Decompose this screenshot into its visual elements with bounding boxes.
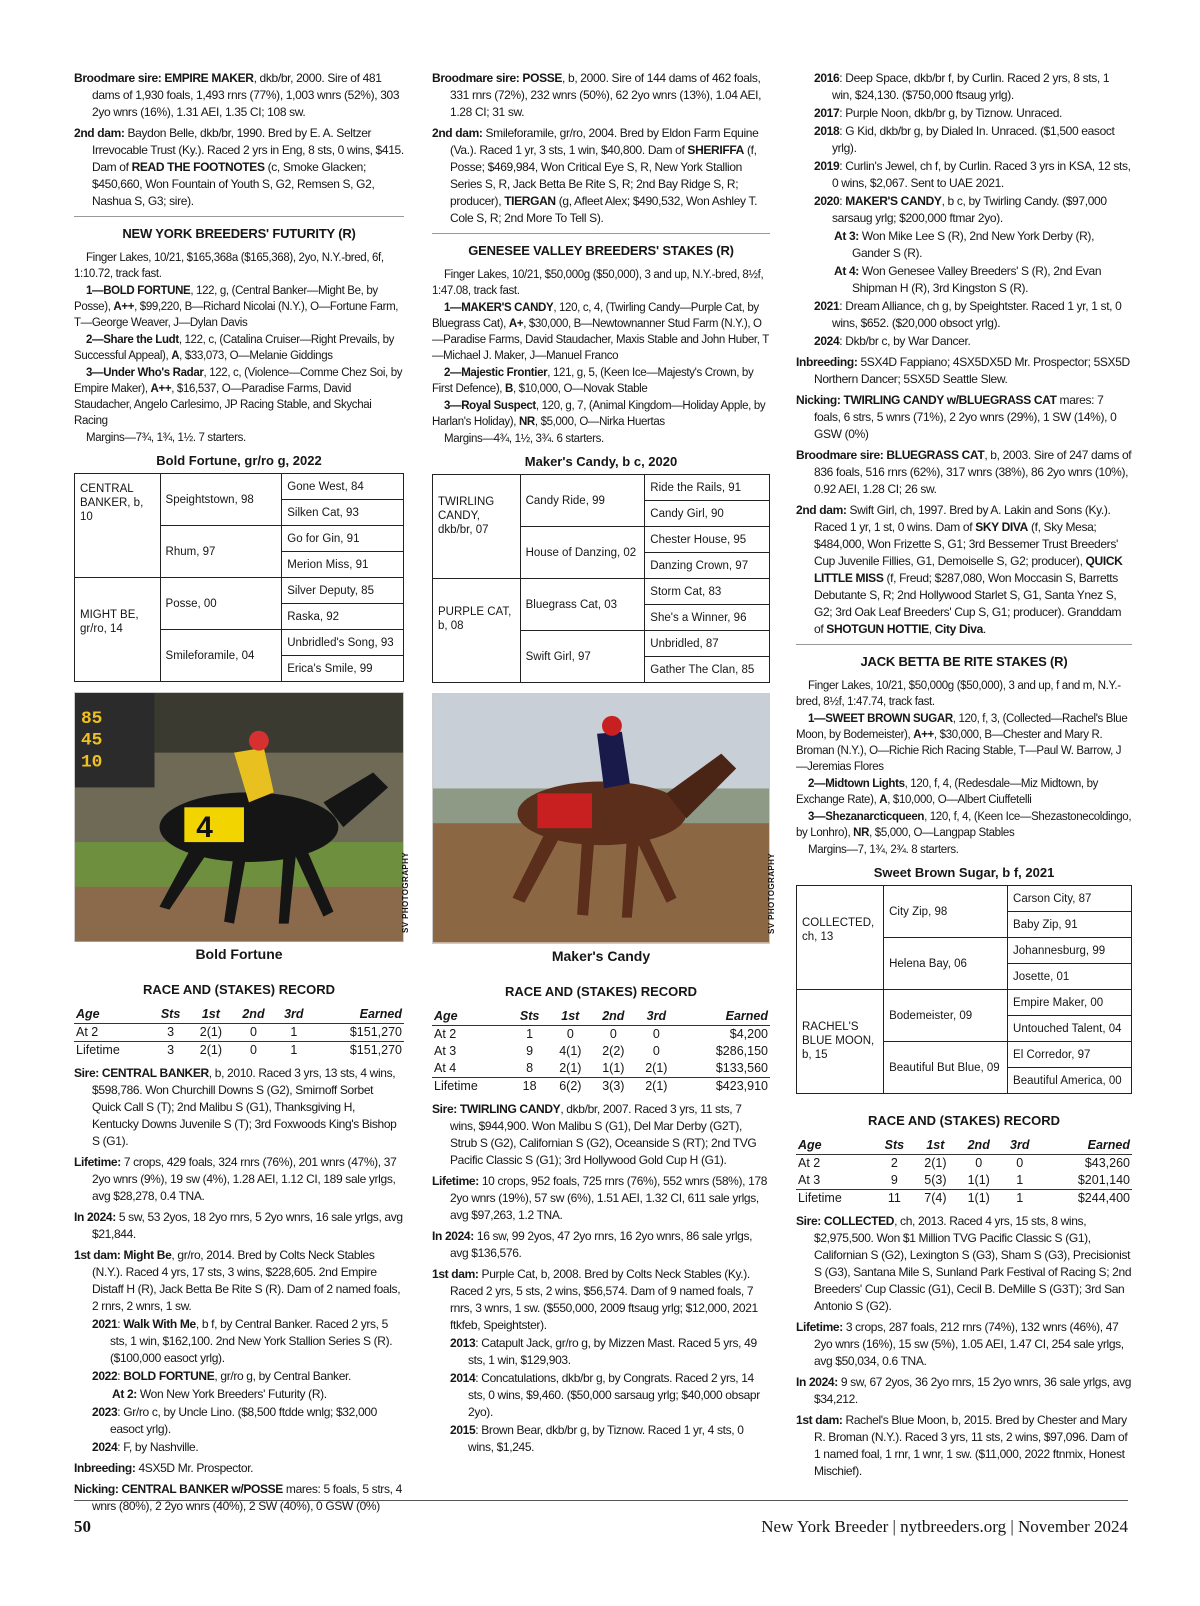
race-record-table: Age Sts 1st 2nd 3rd Earned At 2 3 2(1) 0 1 $151,270 Lifetime 3 2(1) 0 1 $151,270 <box>76 1007 402 1058</box>
racehorse-photo <box>75 693 403 941</box>
race-record-table: Age Sts 1st 2nd 3rd Earned At 2 1 0 0 0 $4,200 At 3 9 4(1) 2(2) 0 $286,150 At 4 8 2(1) 1(1) 2(1) $133,560 Lifetime 18 6(2) 3(3) 2(1) $423,910 <box>434 1008 768 1093</box>
pedigree-title: Sweet Brown Sugar, b f, 2021 <box>873 865 1055 880</box>
sire-para: Sire: TWIRLING CANDY, dkb/br, 2007. Raced 3 yrs, 11 sts, 7 wins, $944,900. Won Malibu S (G1), Del Mar Derby (G2T), Strub S (G2), Californian S (G2), Oceanside S (RT); 2nd TVG Pacific Classic S (G1); 3rd Hollywood Gold Cup H (G1). <box>432 1101 757 1167</box>
race-record-table: Age Sts 1st 2nd 3rd Earned At 2 2 2(1) 0 0 $43,260 At 3 9 5(3) 1(1) 1 $201,140 Lifetime 11 7(4) 1(1) 1 $244,400 <box>798 1138 1130 1205</box>
record-title: RACE AND (STAKES) RECORD <box>142 982 336 998</box>
svg-text:45: 45 <box>80 730 103 751</box>
photo-caption: Bold Fortune <box>195 946 283 963</box>
nicking-para: Nicking: CENTRAL BANKER w/POSSE mares: 5 foals, 5 strs, 4 wnrs (80%), 2 2yo wnrs (40%), 2 SW (40%), 0 GSW (0%) <box>74 1482 402 1514</box>
first-dam-para: 1st dam: Rachel's Blue Moon, b, 2015. Bred by Chester and Mary R. Broman (N.Y.). Raced 3 yrs, 11 sts, 2 wins, $97,096. Dam of 1 named foal, 1 rnr, 1 wnr, 1 sw. ($11,000, 2022 ftnmix, Honest Mischief). <box>796 1413 1128 1478</box>
pedigree-title: Bold Fortune, gr/ro g, 2022 <box>156 453 322 468</box>
pedigree-table: COLLECTED, ch, 13 City Zip, 98 Carson City, 87 Baby Zip, 91 Helena Bay, 06 Johannesburg, 99 Josette, 01 RACHEL'S BLUE MOON, b, 15 Bodemeister, 09 Empire Maker, 00 Untouched Talent, 04 Beautiful But Blue, 09 El Corredor, 97 Beautiful America, 00 <box>796 885 1132 1094</box>
broodmare-sire-para: Broodmare sire: EMPIRE MAKER, dkb/br, 2000. Sire of 481 dams of 1,930 foals, 1,493 rnrs (77%), 1,003 wnrs (52%), 303 2yo wnrs (16%), 1.31 AEI, 1.35 CI; 108 sw. <box>74 71 400 119</box>
svg-text:85: 85 <box>80 708 103 729</box>
svg-text:10: 10 <box>80 752 103 773</box>
svg-text:4: 4 <box>196 811 213 845</box>
record-lifetime-row: Lifetime 18 6(2) 3(3) 2(1) $423,910 <box>434 1078 768 1093</box>
foal-2020-at-4: At 4: Won Genesee Valley Breeders' S (R), 2nd Evan Shipman H (R), 3rd Kingston S (R). <box>834 264 1102 295</box>
race-heading: GENESEE VALLEY BREEDERS' STAKES (R) <box>468 243 734 258</box>
in-2024-para: In 2024: 5 sw, 53 2yos, 18 2yo rnrs, 5 2yo wnrs, 16 sale yrlgs, avg $21,844. <box>74 1210 403 1242</box>
photo-caption: Maker's Candy <box>551 947 651 964</box>
foal-2015: 2015: Brown Bear, dkb/br g, by Tiznow. Raced 1 yr, 4 sts, 0 wins, $1,245. <box>450 1422 744 1454</box>
divider <box>432 233 770 234</box>
record-row: At 4 8 2(1) 1(1) 2(1) $133,560 <box>434 1060 768 1075</box>
lifetime-para: Lifetime: 3 crops, 287 foals, 212 rnrs (74%), 132 wnrs (46%), 47 2yo wnrs (16%), 15 sw (5%), 1.05 AEI, 1.47 CI, 254 sale yrlgs, avg $50,034, 0.6 TNA. <box>796 1320 1124 1368</box>
foal-2022: 2022: BOLD FORTUNE, gr/ro g, by Central Banker. <box>92 1369 351 1384</box>
race-result: Finger Lakes, 10/21, $50,000g ($50,000), 3 and up, N.Y.-bred, 8½f, 1:47.08, track fast. 1—MAKER'S CANDY, 120, c, 4, (Twirling Candy—Purple Cat, by Bluegrass Cat), A+, $30,000, B—Newtownanner Stud Farm (N.Y.), O—Paradise Farms, David Staudacher, Maxis Stable and John Huber, T—Michael J. Maker, J—Manuel Franco 2—Majestic Frontier, 121, g, 5, (Keen Ice—Majesty's Crown, by First Defence), B, $10,000, O—Novak Stable 3—Royal Suspect, 120, g, 7, (Animal Kingdom—Holiday Apple, by Harlan's Holiday), NR, $5,000, O—Nirka Huertas Margins—4¾, 1½, 3¾. 6 starters. <box>432 269 769 445</box>
foal-2016: 2016: Deep Space, dkb/br f, by Curlin. Raced 2 yrs, 8 sts, 1 win, $24,130. ($750,000 ftsaug yrlg). <box>814 71 1110 102</box>
record-title: RACE AND (STAKES) RECORD <box>867 1113 1061 1128</box>
foal-2024: 2024: Dkb/br c, by War Dancer. <box>814 334 971 348</box>
second-dam-para: 2nd dam: Swift Girl, ch, 1997. Bred by A. Lakin and Sons (Ky.). Raced 1 yr, 1 st, 0 wins. Dam of SKY DIVA (f, Sky Mesa; $484,000, Won Frizette S, G1; 3rd Bessemer Trust Breeders' Cup Juvenile Fillies, G1, Demoiselle S, G2; producer), QUICK LITTLE MISS (f, Freud; $287,080, Won Moccasin S, Barretts Debutante S, R; 2nd Hollywood Starlet S, G1, Santa Ynez S, G2; 3rd Oak Leaf Breeders' Cup S, G1; producer). Granddam of SHOTGUN HOTTIE, City Diva. <box>796 503 1123 636</box>
column-1 <box>74 70 410 1519</box>
record-row: At 2 3 2(1) 0 1 $151,270 <box>76 1025 402 1040</box>
photo-credit: SV PHOTOGRAPHY <box>767 852 776 934</box>
nicking-para: Nicking: TWIRLING CANDY w/BLUEGRASS CAT mares: 7 foals, 6 strs, 5 wnrs (71%), 2 2yo wnrs (29%), 1 SW (14%), 0 GSW (0%) <box>796 393 1117 441</box>
record-row: At 2 1 0 0 0 $4,200 <box>434 1026 768 1041</box>
record-row: At 2 2 2(1) 0 0 $43,260 <box>798 1156 1130 1170</box>
race-heading: JACK BETTA BE RITE STAKES (R) <box>860 654 1068 669</box>
foal-2019: 2019: Curlin's Jewel, ch f, by Curlin. Raced 3 yrs in KSA, 12 sts, 0 wins, $2,067. Sent to UAE 2021. <box>814 159 1131 190</box>
racehorse-photo <box>433 694 769 943</box>
foal-2024: 2024: F, by Nashville. <box>92 1440 199 1455</box>
column-3 <box>796 70 1132 1484</box>
first-dam-para: 1st dam: Might Be, gr/ro, 2014. Bred by Colts Neck Stables (N.Y.). Raced 4 yrs, 17 sts, 3 wins, $228,605. 2nd Empire Distaff H (R), Jack Betta Be Rite S (R). Dam of 2 named foals, 2 rnrs, 2 wnrs, 1 sw. <box>74 1248 401 1314</box>
inbreeding-para: Inbreeding: 5SX4D Fappiano; 4SX5DX5D Mr. Prospector; 5SX5D Northern Dancer; 5SX5D Seattle Slew. <box>796 355 1130 386</box>
race-result: Finger Lakes, 10/21, $50,000g ($50,000), 3 and up, f and m, N.Y.-bred, 8½f, 1:47.74, track fast. 1—SWEET BROWN SUGAR, 120, f, 3, (Collected—Rachel's Blue Moon, by Bodemeister), A++, $30,000, B—Chester and Mary R. Broman (N.Y.), O—Richie Rich Racing Stable, T—Paul W. Barrow, J—Jeremias Flores 2—Midtown Lights, 120, f, 4, (Redesdale—Miz Midtown, by Exchange Rate), A, $10,000, O—Albert Ciuffetelli 3—Shezanarcticqueen, 120, f, 4, (Keen Ice—Shezastonecoldingo, by Lonhro), NR, $5,000, O—Langpap Stables Margins—7, 1¾, 2¾. 8 starters. <box>796 680 1132 856</box>
inbreeding-para: Inbreeding: 4SX5D Mr. Prospector. <box>74 1461 254 1476</box>
footer-rule <box>74 1500 1128 1501</box>
second-dam-para: 2nd dam: Baydon Belle, dkb/br, 1990. Bred by E. A. Seltzer Irrevocable Trust (Ky.). Raced 2 yrs in Eng, 8 sts, 0 wins, $415. Dam of READ THE FOOTNOTES (c, Smoke Glacken; $450,660, Won Fountain of Youth S, G2, Remsen S, G2, Nashua S, G3; sire). <box>74 126 404 208</box>
race-photo-makers-candy <box>432 693 776 944</box>
pedigree-table: TWIRLING CANDY, dkb/br, 07 Candy Ride, 99 Ride the Rails, 91 Candy Girl, 90 House of Danzing, 02 Chester House, 95 Danzing Crown, 97 PURPLE CAT, b, 08 Bluegrass Cat, 03 Storm Cat, 83 She's a Winner, 96 Swift Girl, 97 Unbridled, 87 Gather The Clan, 85 <box>432 474 770 683</box>
race-photo-bold-fortune <box>74 692 410 942</box>
page-number: 50 <box>74 1517 91 1536</box>
broodmare-sire-para: Broodmare sire: BLUEGRASS CAT, b, 2003. Sire of 247 dams of 836 foals, 516 rnrs (62%), 317 wnrs (38%), 86 2yo wnrs (10%), 0.92 AEI, 1.28 CI; 26 sw. <box>796 448 1132 496</box>
race-heading: NEW YORK BREEDERS' FUTURITY (R) <box>122 226 356 241</box>
foal-2020-at-3: At 3: Won Mike Lee S (R), 2nd New York Derby (R), Gander S (R). <box>834 229 1095 260</box>
record-title: RACE AND (STAKES) RECORD <box>504 983 698 999</box>
sire-para: Sire: COLLECTED, ch, 2013. Raced 4 yrs, 15 sts, 8 wins, $2,975,500. Won $1 Million TVG Pacific Classic S (G1), Californian S (G2), Lexington S (G3), Sham S (G3), Precisionist S (G3), Santana Mile S, Sunland Park Festival of Racing S; 2nd Breeders' Cup Classic (G1), Cecil B. DeMille S (G3T); 3rd San Antonio S (G2). <box>796 1214 1132 1313</box>
foal-2021: 2021: Dream Alliance, ch g, by Speightster. Raced 1 yr, 1 st, 0 wins, $652. ($20,000 obsoct yrlg). <box>814 299 1122 330</box>
record-row: At 3 9 5(3) 1(1) 1 $201,140 <box>798 1173 1130 1187</box>
pedigree-table: CENTRAL BANKER, b, 10 Speightstown, 98 Gone West, 84 Silken Cat, 93 Rhum, 97 Go for Gin, 91 Merion Miss, 91 MIGHT BE, gr/ro, 14 Posse, 00 Silver Deputy, 85 Raska, 92 Smileforamile, 04 Unbridled's Song, 93 Erica's Smile, 99 <box>74 473 404 682</box>
record-lifetime-row: Lifetime 3 2(1) 0 1 $151,270 <box>76 1043 402 1058</box>
record-lifetime-row: Lifetime 11 7(4) 1(1) 1 $244,400 <box>798 1191 1130 1205</box>
record-row: At 3 9 4(1) 2(2) 0 $286,150 <box>434 1043 768 1058</box>
second-dam-para: 2nd dam: Smileforamile, gr/ro, 2004. Bred by Eldon Farm Equine (Va.). Raced 1 yr, 3 sts, 1 win, $40,800. Dam of SHERIFFA (f, Posse; $469,984, Won Critical Eye S, R, New York Stallion Series S, R, Jack Betta Be Rite S, R; 2nd Bay Ridge S, R; producer), TIERGAN (g, Afleet Alex; $490,532, Won Ashley T. Cole S, R; 2nd More To Tell S). <box>432 126 759 225</box>
sire-para: Sire: CENTRAL BANKER, b, 2010. Raced 3 yrs, 13 sts, 4 wins, $598,786. Won Churchill Downs S (G2), Smirnoff Sorbet Quick Call S (T); 2nd Malibu S (G1), Thanksgiving H, Kentucky Downs Juvenile S (T); 3rd Foxwoods King's Bishop S (G1). <box>74 1066 397 1149</box>
publication-line: New York Breeder | nytbreeders.org | November 2024 <box>761 1517 1128 1536</box>
column-2 <box>432 70 776 1460</box>
pedigree-title: Maker's Candy, b c, 2020 <box>524 454 678 469</box>
lifetime-para: Lifetime: 7 crops, 429 foals, 324 rnrs (76%), 201 wnrs (47%), 37 2yo wnrs (9%), 19 sw (4%), 1.28 AEI, 1.12 CI, 189 sale yrlgs, avg $28,278, 0.4 TNA. <box>74 1155 397 1204</box>
foal-2013: 2013: Catapult Jack, gr/ro g, by Mizzen Mast. Raced 5 yrs, 49 sts, 1 win, $129,903. <box>450 1335 757 1367</box>
lifetime-para: Lifetime: 10 crops, 952 foals, 725 rnrs (76%), 552 wnrs (58%), 178 2yo wnrs (19%), 57 sw (6%), 1.51 AEI, 1.32 CI, 611 sale yrlgs, avg $97,263, 1.2 TNA. <box>432 1173 768 1222</box>
foal-2020: 2020: MAKER'S CANDY, b c, by Twirling Candy. ($97,000 sarsaug yrlg; $200,000 ftmar 2yo). <box>814 194 1107 225</box>
divider <box>74 216 404 217</box>
first-dam-para: 1st dam: Purple Cat, b, 2008. Bred by Colts Neck Stables (Ky.). Raced 2 yrs, 5 sts, 2 wins, $56,574. Dam of 9 named foals, 7 rnrs, 3 wnrs, 1 sw. ($550,000, 2009 ftsaug yrlg; $12,000, 2021 ftkfeb, Speightster). <box>432 1266 758 1332</box>
foal-2021: 2021: Walk With Me, b f, by Central Banker. Raced 2 yrs, 5 sts, 1 win, $162,100. 2nd New York Stallion Series S (R). ($100,000 easoct yrlg). <box>92 1317 393 1366</box>
divider <box>796 644 1132 645</box>
photo-credit: SV PHOTOGRAPHY <box>401 851 410 933</box>
foal-2022-at-2: At 2: Won New York Breeders' Futurity (R). <box>112 1387 327 1402</box>
foal-2017: 2017: Purple Noon, dkb/br g, by Tiznow. Unraced. <box>814 106 1063 120</box>
foal-2018: 2018: G Kid, dkb/br g, by Dialed In. Unraced. ($1,500 easoct yrlg). <box>814 124 1115 155</box>
broodmare-sire-para: Broodmare sire: POSSE, b, 2000. Sire of 144 dams of 462 foals, 331 rnrs (72%), 232 wnrs (50%), 62 2yo wnrs (13%), 1.04 AEI, 1.28 CI; 31 sw. <box>432 71 762 119</box>
foal-2023: 2023: Gr/ro c, by Uncle Lino. ($8,500 ftdde wnlg; $32,000 easoct yrlg). <box>92 1405 377 1437</box>
in-2024-para: In 2024: 9 sw, 67 2yos, 36 2yo rnrs, 15 2yo wnrs, 36 sale yrlgs, avg $34,212. <box>796 1375 1132 1406</box>
foal-2014: 2014: Concatulations, dkb/br g, by Congrats. Raced 2 yrs, 14 sts, 0 wins, $9,460. ($50,000 sarsaug yrlg; $40,000 obsapr 2yo). <box>450 1370 760 1419</box>
in-2024-para: In 2024: 16 sw, 99 2yos, 47 2yo rnrs, 16 2yo wnrs, 86 sale yrlgs, avg $136,576. <box>432 1228 753 1260</box>
race-result: Finger Lakes, 10/21, $165,368a ($165,368), 2yo, N.Y.-bred, 6f, 1:10.72, track fast. 1—BOLD FORTUNE, 122, g, (Central Banker—Might Be, by Posse), A++, $99,220, B—Richard Nicolai (N.Y.), O—Fortune Farm, T—George Weaver, J—Dylan Davis 2—Share the Ludt, 122, c, (Catalina Cruiser—Right Prevails, by Successful Appeal), A, $33,073, O—Melanie Giddings 3—Under Who's Radar, 122, c, (Violence—Comme Chez Soi, by Empire Maker), A++, $16,537, O—Paradise Farms, David Staudacher, Angelo Carlesimo, JP Racing Stable, and Skychai Racing Margins—7¾, 1¾, 1½. 7 starters. <box>74 252 403 444</box>
